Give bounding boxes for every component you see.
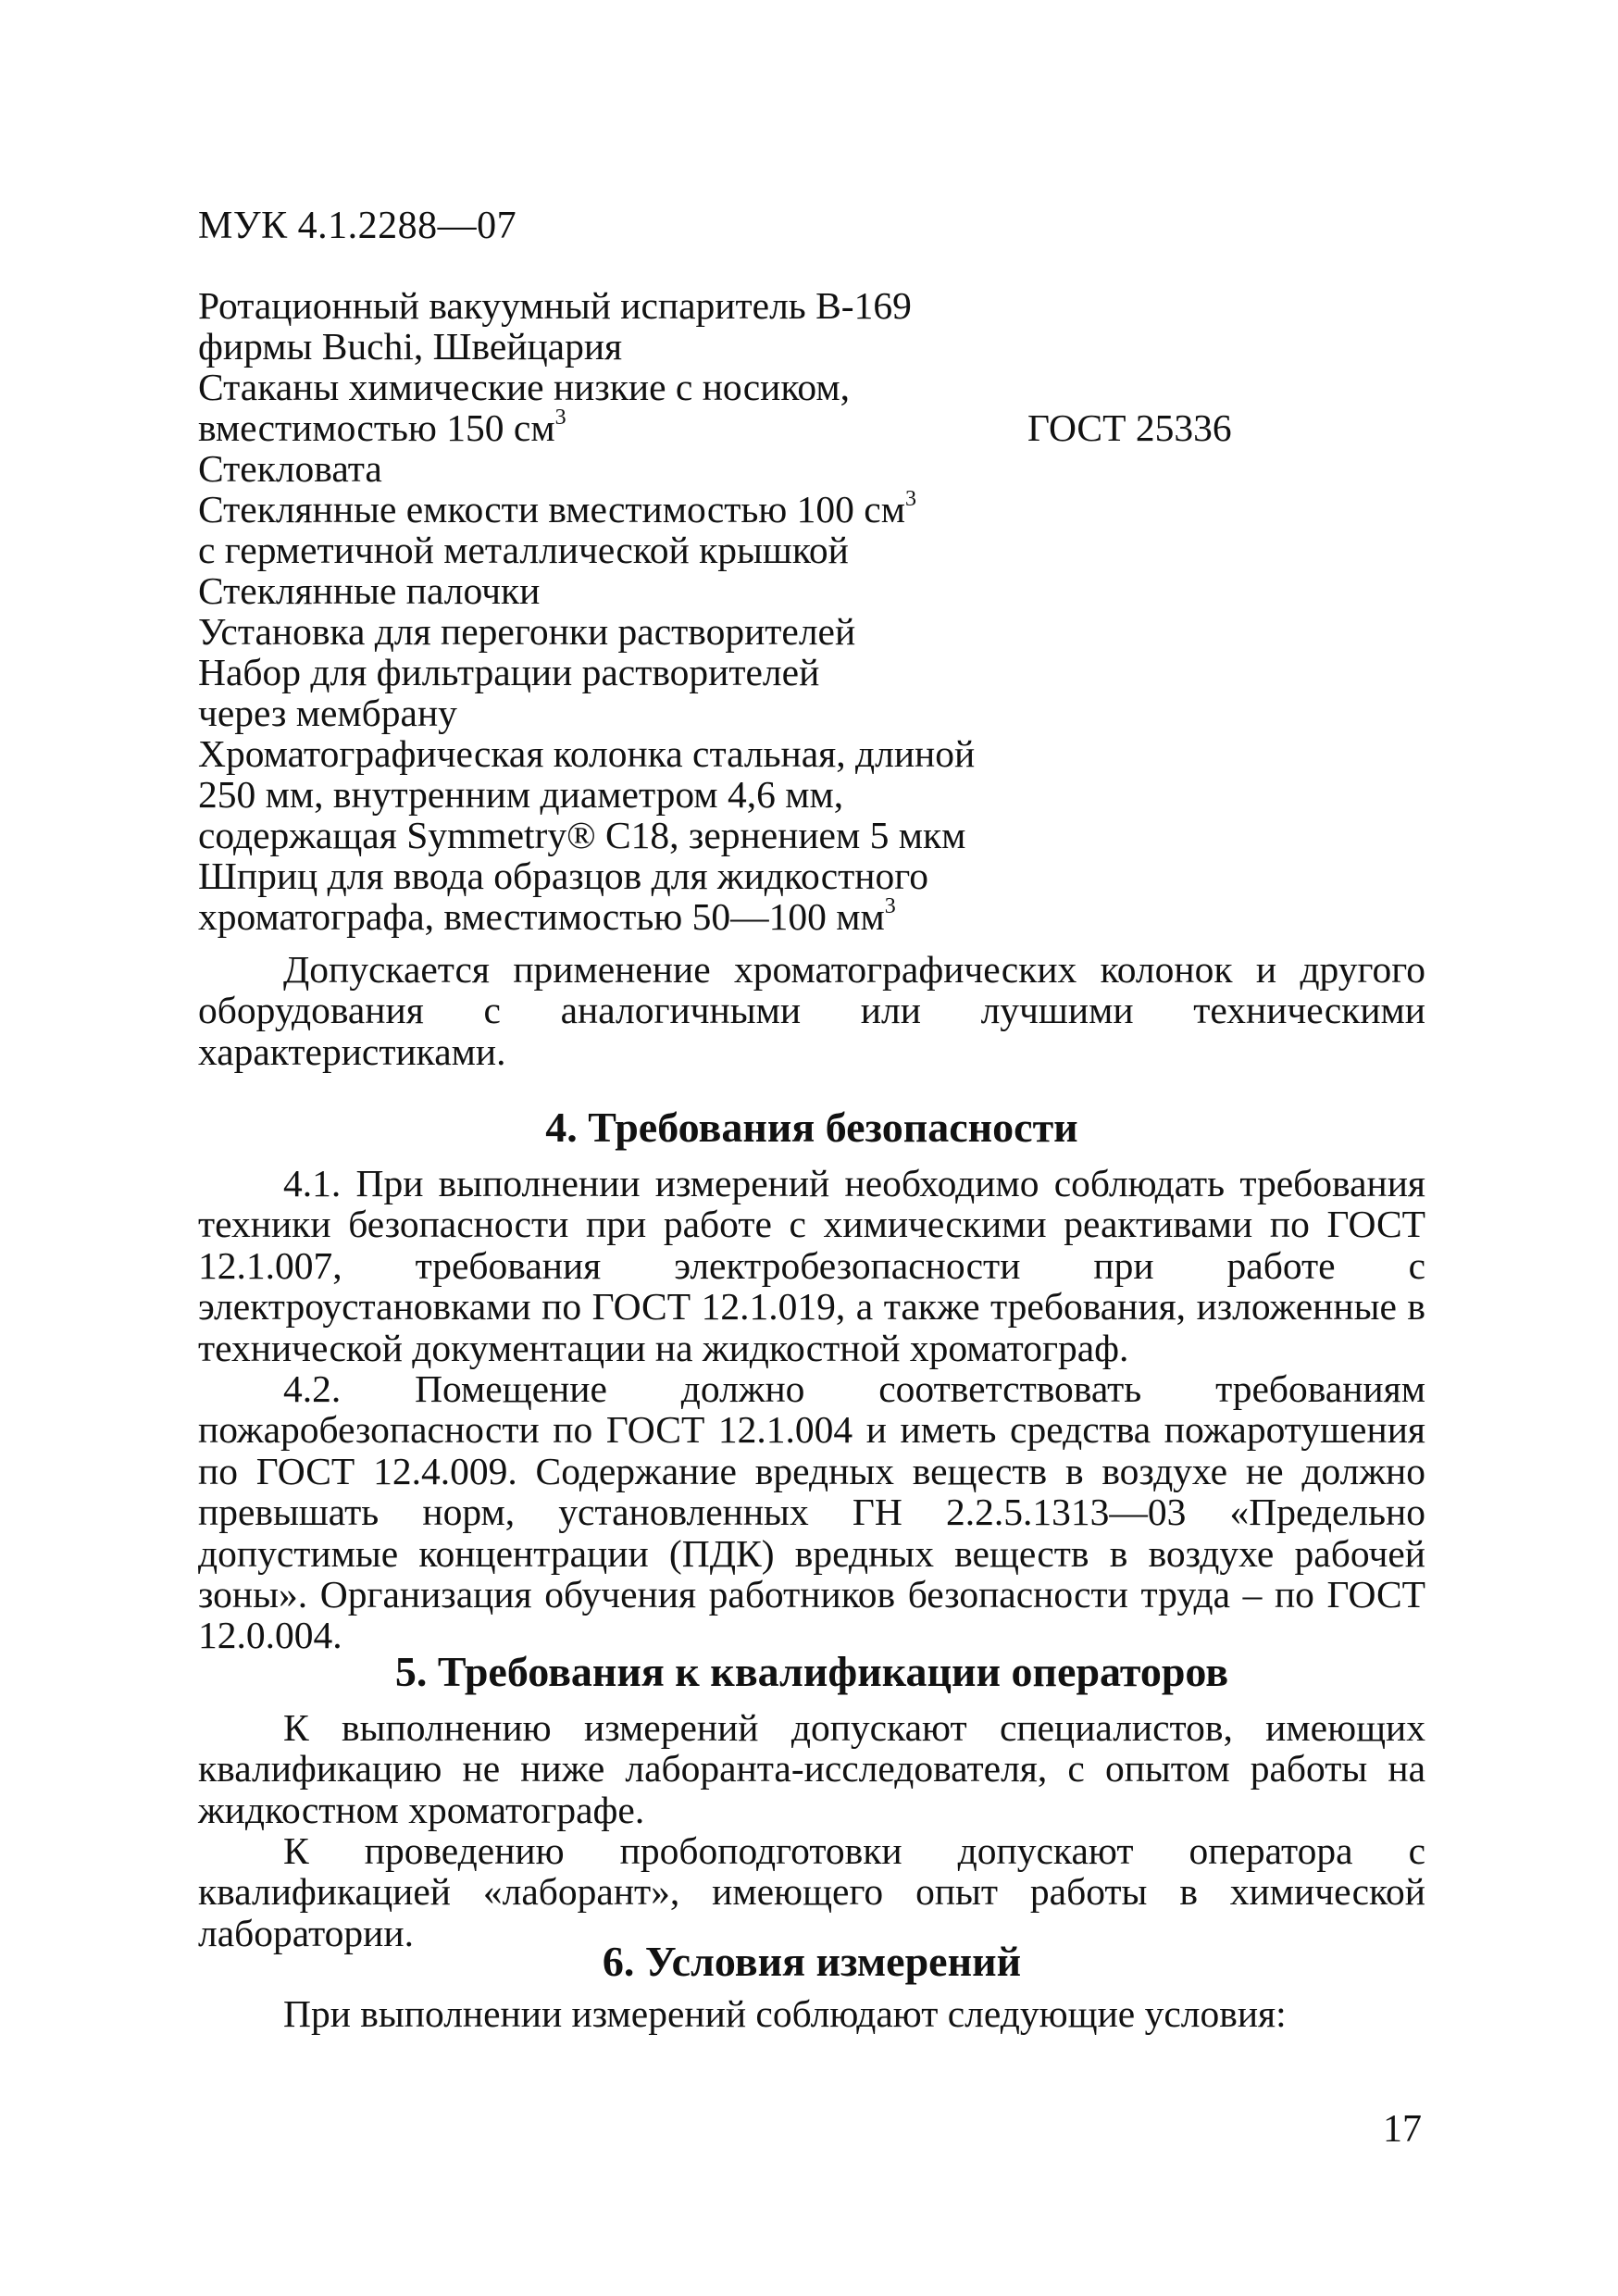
conditions-paragraph: При выполнении измерений соблюдают следующие условия:	[283, 1992, 1287, 2035]
section-heading-safety: 4. Требования безопасности	[545, 1104, 1078, 1151]
safety-paragraph-4-2: 4.2. Помещение должно соответствовать требованиям пожаробезопасности по ГОСТ 12.1.004 и иметь средства пожаротушения по ГОСТ 12.4.009. Содержание вредных веществ в воздухе не должно превышать норм, установленных ГН 2.2.5.1313—03 «Предельно допустимые концентрации (ПДК) вредных веществ в воздухе рабочей зоны». Организация обучения работников безопасности труда – по ГОСТ 12.0.004.	[198, 1367, 1425, 1657]
equipment-line	[198, 285, 1448, 326]
equipment-text: Шприц для ввода образцов для жидкостного	[198, 855, 929, 897]
equipment-text: хроматографа, вместимостью 50—100 мм	[198, 895, 885, 938]
safety-paragraph-4-1: 4.1. При выполнении измерений необходимо соблюдать требования техники безопасности при работе с химическими реактивами по ГОСТ 12.1.007, требования электробезопасности при работе с электроустановками по ГОСТ 12.1.019, а также требования, изложенные в технической документации на жидкостной хроматограф.	[198, 1162, 1425, 1369]
unit-superscript: 3	[904, 487, 916, 511]
equipment-line	[198, 855, 1448, 896]
equipment-text: вместимостью 150 см	[198, 406, 555, 449]
equipment-note: Допускается применение хроматографических колонок и другого оборудования с аналогичными или лучшими техническими характеристиками.	[198, 948, 1425, 1073]
equipment-text: 250 мм, внутренним диаметром 4,6 мм,	[198, 773, 844, 816]
equipment-line	[198, 448, 1448, 489]
equipment-line	[198, 570, 1448, 611]
equipment-line	[198, 896, 1448, 937]
equipment-text: содержащая Symmetry® C18, зернением 5 мкм	[198, 814, 966, 856]
equipment-text: фирмы Buchi, Швейцария	[198, 325, 623, 368]
equipment-line	[198, 815, 1448, 855]
unit-superscript: 3	[554, 406, 566, 430]
equipment-text: через мембрану	[198, 692, 457, 734]
document-code: МУК 4.1.2288—07	[198, 205, 517, 247]
equipment-text: Ротационный вакуумный испаритель B-169	[198, 284, 912, 327]
qualification-paragraph-2: К проведению пробоподготовки допускают оператора с квалификацией «лаборант», имеющего опыт работы в химической лаборатории.	[198, 1829, 1425, 1954]
equipment-line	[198, 367, 1448, 407]
section-heading-qualification: 5. Требования к квалификации операторов	[394, 1648, 1229, 1695]
equipment-text: Стаканы химические низкие с носиком,	[198, 366, 851, 408]
equipment-line	[198, 489, 1448, 530]
page-number: 17	[1383, 2108, 1422, 2151]
unit-superscript: 3	[884, 894, 896, 918]
equipment-standard: ГОСТ 25336	[1027, 406, 1232, 449]
equipment-text: Стекловата	[198, 447, 382, 490]
equipment-line	[198, 611, 1448, 652]
equipment-line	[198, 326, 1448, 367]
equipment-text: Стеклянные емкости вместимостью 100 см	[198, 488, 905, 530]
equipment-line	[198, 774, 1448, 815]
equipment-list	[198, 285, 1448, 937]
qualification-paragraph-1: К выполнению измерений допускают специалистов, имеющих квалификацию не ниже лаборанта-исследователя, с опытом работы на жидкостном хроматографе.	[198, 1706, 1425, 1831]
equipment-line	[198, 693, 1448, 733]
equipment-text: Стеклянные палочки	[198, 569, 541, 612]
section-heading-conditions: 6. Условия измерений	[602, 1938, 1022, 1985]
equipment-line	[198, 652, 1448, 693]
equipment-text: с герметичной металлической крышкой	[198, 529, 849, 571]
equipment-text: Установка для перегонки растворителей	[198, 610, 856, 653]
equipment-text: Набор для фильтрации растворителей	[198, 651, 820, 693]
equipment-line	[198, 733, 1448, 774]
equipment-text: Хроматографическая колонка стальная, длиной	[198, 732, 976, 775]
equipment-line	[198, 530, 1448, 570]
equipment-line	[198, 407, 1448, 448]
